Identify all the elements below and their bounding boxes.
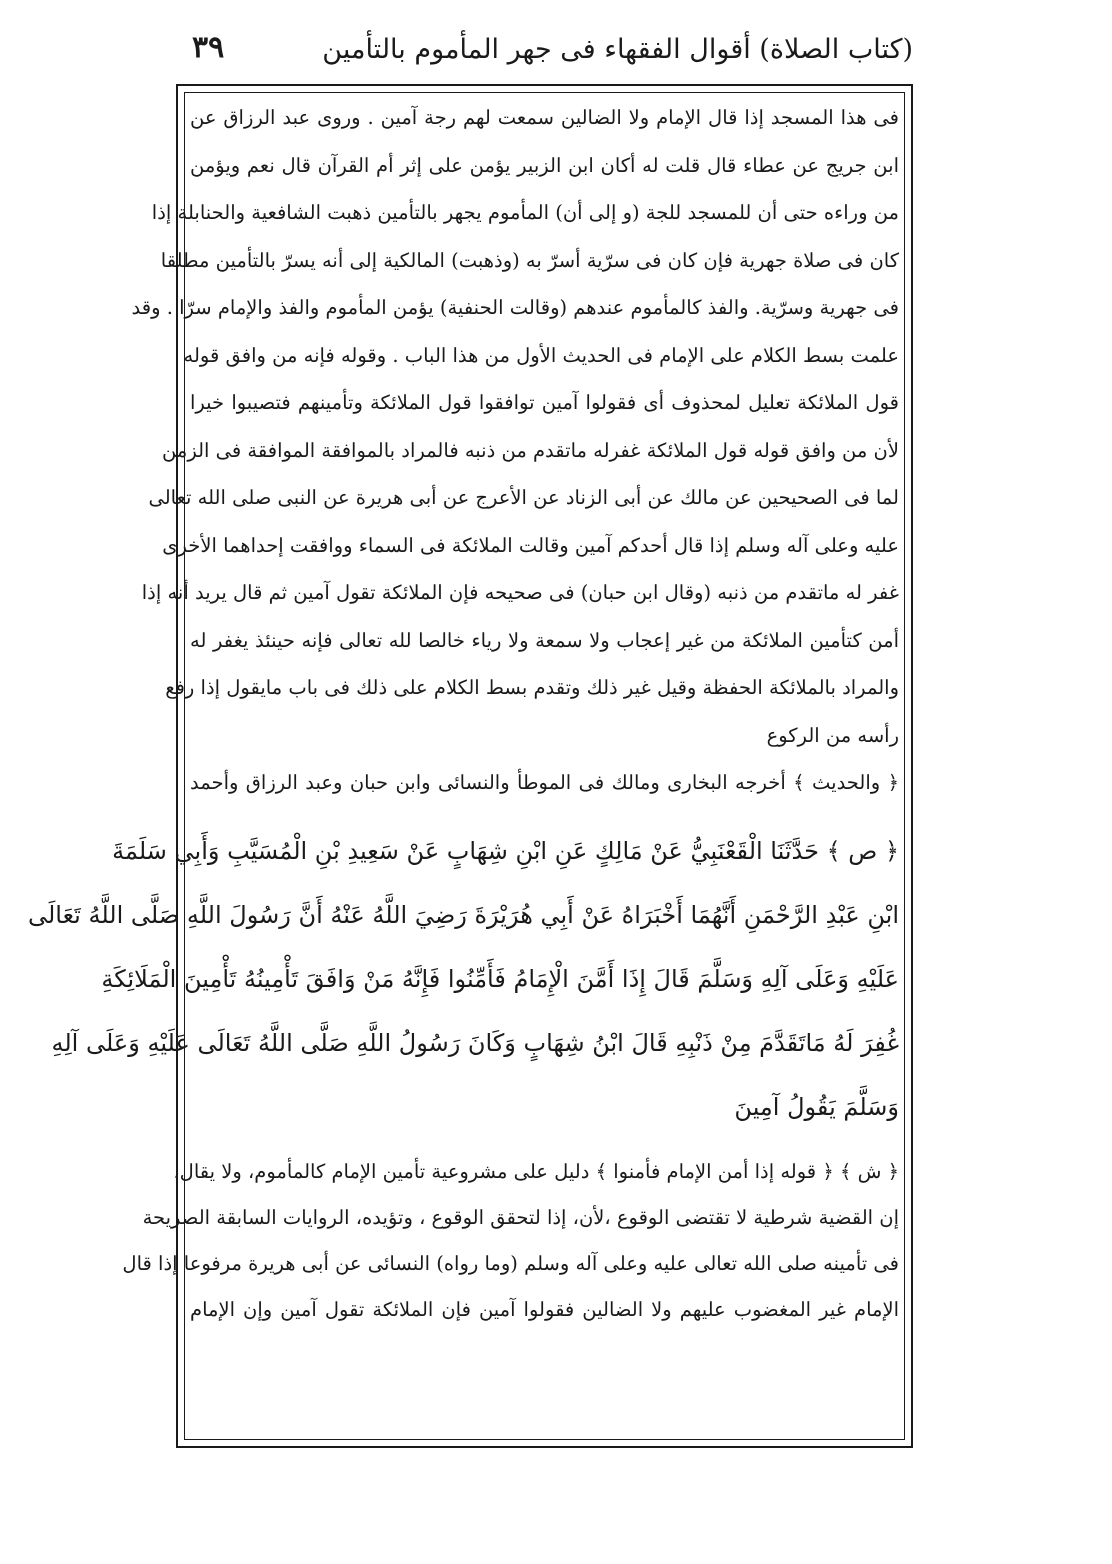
hadith-line: عَلَيْهِ وَعَلَى آلِهِ وَسَلَّمَ قَالَ إِذَا أَمَّنَ الْإِمَامُ فَأَمِّنُوا فَإِنَّهُ مَنْ وَافَقَ تَأْمِينُهُ تَأْمِينَ الْمَلَائِكَةِ: [101, 964, 899, 993]
commentary-line: رأسه من الركوع: [766, 723, 899, 747]
commentary-line: فى جهرية وسرّية. والفذ كالمأموم عندهم (وقالت الحنفية) يؤمن المأموم والفذ والإمام سرّا . وقد: [131, 296, 899, 319]
commentary-line: قول الملائكة تعليل لمحذوف أى فقولوا آمين توافقوا قول الملائكة وتأمينهم فتصيبوا خيرا: [190, 391, 899, 414]
commentary-line: لأن من وافق قوله قول الملائكة غفرله ماتقدم من ذنبه فالمراد بالموافقة الموافقة فى الزمن: [162, 438, 899, 462]
spacer: [190, 1139, 899, 1149]
commentary-line: لما فى الصحيحين عن مالك عن أبى الزناد عن الأعرج عن أبى هريرة عن النبى صلى الله تعالى: [148, 486, 899, 509]
commentary-line: أمن كتأمين الملائكة من غير إعجاب ولا سمعة ولا رياء خالصا لله تعالى فإنه حينئذ يغفر له: [190, 628, 899, 652]
hadith-line: ابْنِ عَبْدِ الرَّحْمَنِ أَنَّهُمَا أَخْبَرَاهُ عَنْ أَبِي هُرَيْرَةَ رَضِيَ اللَّهُ عَنْهُ أَنَّ رَسُولَ اللَّهِ صَلَّى اللَّهُ تَعَالَى: [27, 900, 899, 929]
commentary-line: فى هذا المسجد إذا قال الإمام ولا الضالين سمعت لهم رجة آمين . وروى عبد الرزاق عن: [190, 106, 899, 129]
hadith-line: ﴿ ص ﴾ حَدَّثَنَا الْقَعْنَبِيُّ عَنْ مَالِكٍ عَنِ ابْنِ شِهَابٍ عَنْ سَعِيدِ بْنِ الْمُسَيَّبِ وَأَبِي سَلَمَةَ: [112, 836, 899, 865]
sharh-line: ﴿ ش ﴾ ﴿ قوله إذا أمن الإمام فأمنوا ﴾ دليل على مشروعية تأمين الإمام كالمأموم، ولا يقال،: [173, 1159, 899, 1183]
commentary-line: علمت بسط الكلام على الإمام فى الحديث الأول من هذا الباب . وقوله فإنه من وافق قوله: [183, 343, 899, 367]
hadith-line: وَسَلَّمَ يَقُولُ آمِينَ: [734, 1092, 899, 1121]
commentary-line: والمراد بالملائكة الحفظة وقيل غير ذلك وتقدم بسط الكلام على ذلك فى باب مايقول إذا رفع: [165, 676, 899, 699]
page-frame: [27, 84, 913, 1448]
commentary-line: عليه وعلى آله وسلم إذا قال أحدكم آمين وقالت الملائكة فى السماء ووافقت إحداهما الأخرى: [162, 533, 899, 557]
commentary-line: من وراءه حتى أن للمسجد للجة (و إلى أن) المأموم يجهر بالتأمين ذهبت الشافعية والحنابلة إذا: [151, 201, 899, 224]
sharh-line: فى تأمينه صلى الله تعالى عليه وعلى آله وسلم (وما رواه) النسائى عن أبى هريرة مرفوعا إذا قال: [122, 1251, 899, 1275]
running-title: (كتاب الصلاة) أقوال الفقهاء فى جهر المأموم بالتأمين: [322, 34, 913, 65]
page-number: ٣٩: [192, 30, 225, 65]
commentary-line: ابن جريج عن عطاء قال قلت له أكان ابن الزبير يؤمن على إثر أم القرآن قال نعم ويؤمن: [190, 153, 899, 177]
page-body: [27, 94, 899, 1438]
spacer: [190, 807, 899, 819]
sharh-line: إن القضية شرطية لا تقتضى الوقوع ،لأن، إذا لتحقق الوقوع ، وتؤيده، الروايات السابقة الصريحة: [142, 1205, 899, 1229]
hadith-line: غُفِرَ لَهُ مَاتَقَدَّمَ مِنْ ذَنْبِهِ قَالَ ابْنُ شِهَابٍ وَكَانَ رَسُولُ اللَّهِ صَلَّى اللَّهُ تَعَالَى عَلَيْهِ وَعَلَى آلِهِ: [51, 1028, 899, 1057]
page-header: [178, 30, 913, 78]
sharh-line: الإمام غير المغضوب عليهم ولا الضالين فقولوا آمين فإن الملائكة تقول آمين وإن الإمام: [190, 1297, 899, 1321]
takhrij-line: ﴿ والحديث ﴾ أخرجه البخارى ومالك فى الموطأ والنسائى وابن حبان وعبد الرزاق وأحمد: [190, 771, 899, 794]
commentary-line: غفر له ماتقدم من ذنبه (وقال ابن حبان) فى صحيحه فإن الملائكة تقول آمين ثم قال يريد أنه إذا: [141, 581, 899, 604]
commentary-line: كان فى صلاة جهرية فإن كان فى سرّية أسرّ به (وذهبت) المالكية إلى أنه يسرّ بالتأمين مطلقا: [160, 248, 899, 272]
